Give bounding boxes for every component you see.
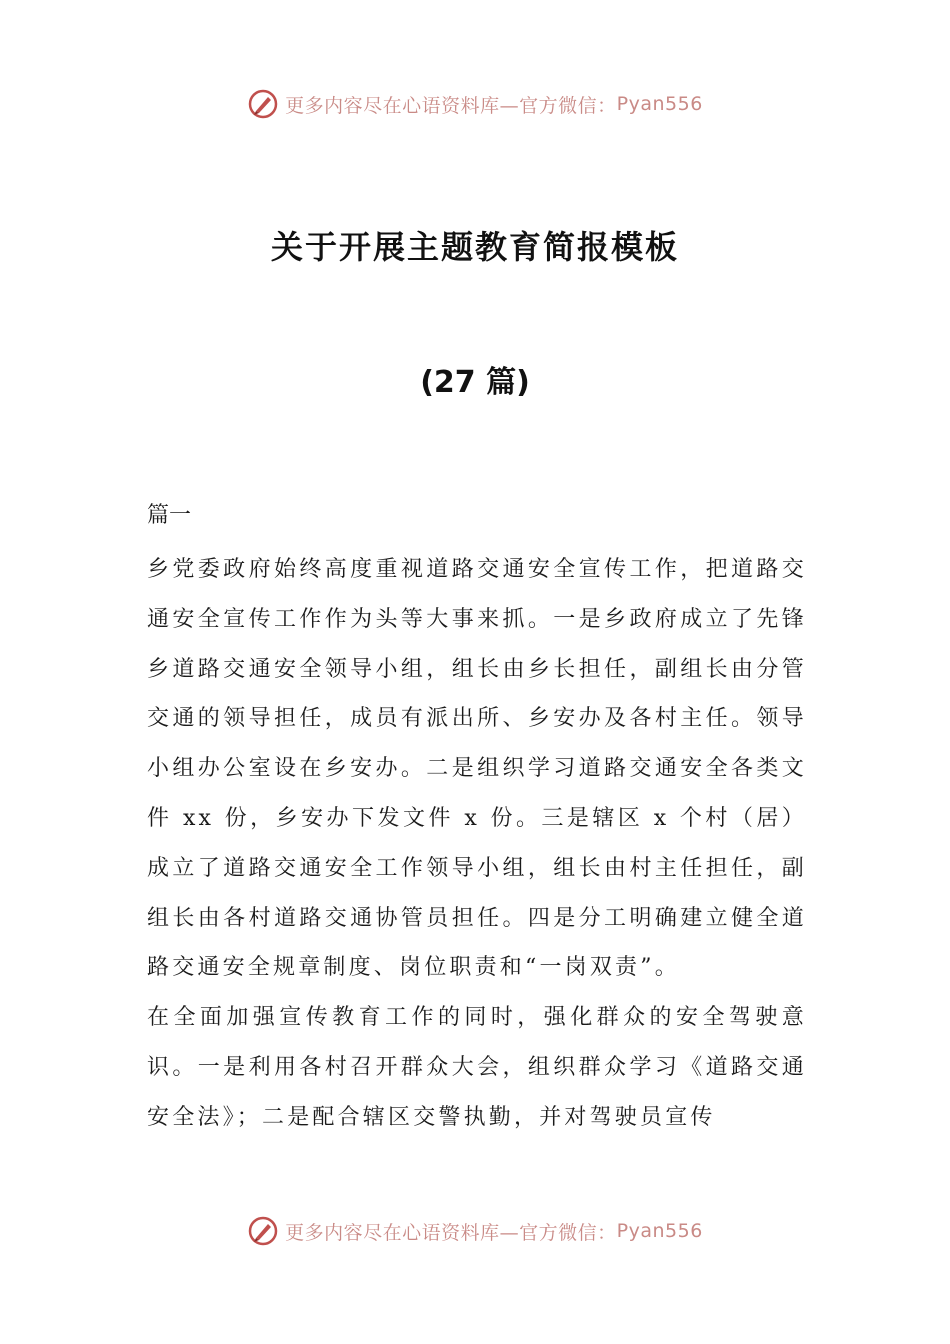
watermark-header: [0, 84, 950, 124]
watermark-wechat-id: Pyan556: [616, 93, 703, 115]
pen-logo-icon: [247, 1215, 279, 1247]
watermark-text: 更多内容尽在心语资料库—官方微信：: [285, 94, 617, 117]
body-text: [147, 545, 807, 1143]
paragraph: 乡党委政府始终高度重视道路交通安全宣传工作，把道路交通安全宣传工作作为头等大事来抓。一是乡政府成立了先锋乡道路交通安全领导小组，组长由乡长担任，副组长由分管交通的领导担任，成员有派出所、乡安办及各村主任。领导小组办公室设在乡安办。二是组织学习道路交通安全各类文件 xx 份，乡安办下发文件 x 份。三是辖区 x 个村（居）成立了道路交通安全工作领导小组，组长由村主任担任，副组长由各村道路交通协管员担任。四是分工明确建立健全道路交通安全规章制度、岗位职责和“一岗双责”。: [147, 557, 807, 981]
watermark-wechat-id: Pyan556: [616, 1220, 703, 1242]
watermark-text: 更多内容尽在心语资料库—官方微信：: [285, 1221, 617, 1244]
paragraph: 在全面加强宣传教育工作的同时，强化群众的安全驾驶意识。一是利用各村召开群众大会，组织群众学习《道路交通安全法》；二是配合辖区交警执勤，并对驾驶员宣传: [147, 1005, 807, 1130]
document-subtitle: (27 篇): [420, 365, 530, 400]
section-label: 篇一: [147, 503, 192, 528]
document-title: 关于开展主题教育简报模板: [270, 228, 679, 266]
pen-logo-icon: [247, 88, 279, 120]
watermark-footer: [0, 1211, 950, 1251]
